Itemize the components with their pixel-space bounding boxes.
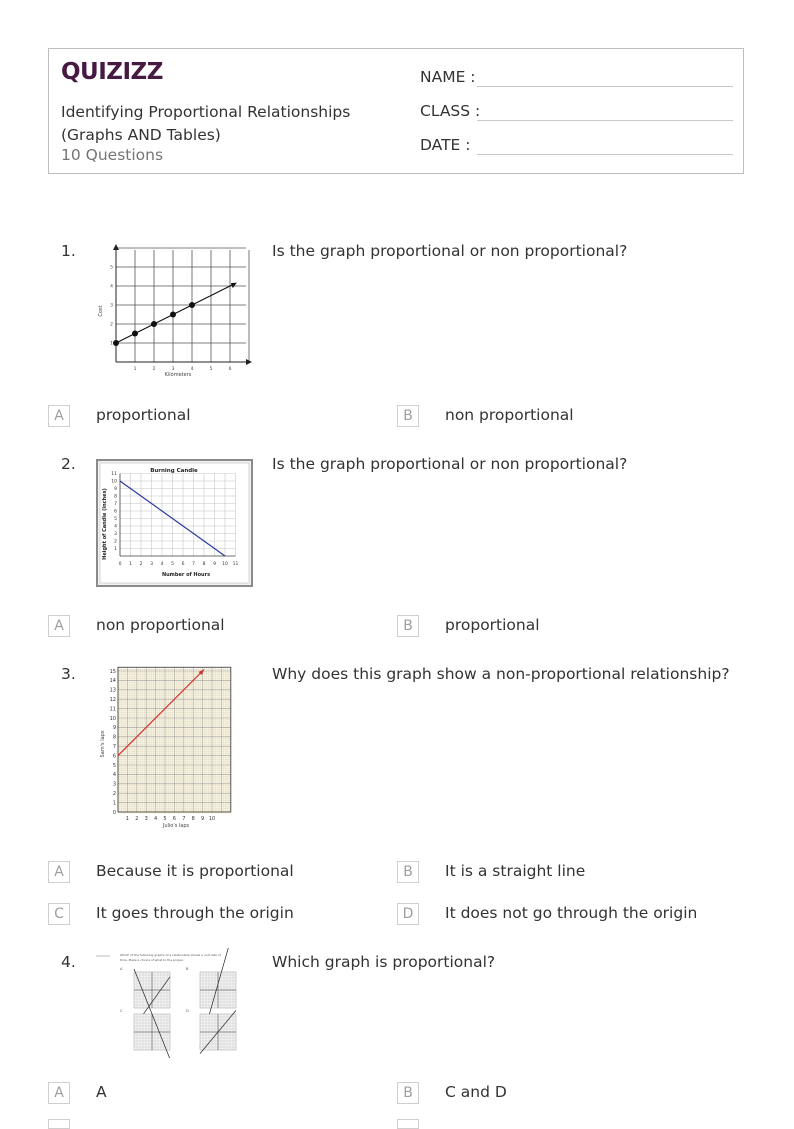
y-tick-label: 6 bbox=[114, 509, 117, 515]
y-tick-label: 8 bbox=[114, 494, 117, 500]
x-axis-label: Kilometers bbox=[164, 372, 192, 378]
x-tick-label: 10 bbox=[222, 562, 228, 567]
option-text: It is a straight line bbox=[445, 862, 586, 880]
y-axis-label: Height of Candle (inches) bbox=[102, 488, 108, 560]
option-text: proportional bbox=[445, 616, 540, 634]
question-text: Which graph is proportional? bbox=[272, 953, 496, 971]
x-tick-label: 9 bbox=[213, 562, 216, 567]
option-box-cutoff[interactable] bbox=[397, 1119, 419, 1129]
data-point bbox=[113, 340, 119, 346]
option-text: non proportional bbox=[96, 616, 225, 634]
thumbnail-prompt: time. Make a choice of what to the proper. bbox=[120, 958, 184, 962]
option-text: non proportional bbox=[445, 406, 574, 424]
x-tick-label: 1 bbox=[125, 816, 129, 822]
option-text: A bbox=[96, 1083, 107, 1101]
y-tick-label: 10 bbox=[111, 479, 117, 485]
y-tick-label: 1 bbox=[112, 800, 116, 807]
y-tick-label: 10 bbox=[109, 715, 116, 722]
option-box[interactable]: D bbox=[397, 903, 419, 925]
x-tick-label: 7 bbox=[182, 816, 186, 822]
y-tick-label: 4 bbox=[112, 772, 116, 779]
option-text: C and D bbox=[445, 1083, 507, 1101]
x-tick-label: 5 bbox=[209, 367, 213, 372]
x-tick-label: 4 bbox=[160, 562, 164, 567]
y-tick-label: 14 bbox=[109, 678, 116, 685]
y-tick-label: 12 bbox=[109, 697, 116, 703]
x-tick-label: 4 bbox=[190, 367, 194, 372]
class-field bbox=[420, 102, 480, 120]
option-box[interactable]: A bbox=[48, 615, 70, 637]
worksheet-title: Identifying Proportional Relationships (Graphs AND Tables) bbox=[61, 103, 351, 144]
panel-label: B bbox=[186, 967, 189, 971]
x-tick-label: 8 bbox=[202, 562, 206, 567]
q4-thumbnail-image bbox=[96, 948, 256, 1058]
y-axis-label: Cost bbox=[98, 305, 104, 317]
x-tick-label: 11 bbox=[232, 562, 239, 567]
question-text: Why does this graph show a non-proportional relationship? bbox=[272, 665, 730, 683]
class-label: CLASS : bbox=[420, 102, 481, 120]
panel-label: A bbox=[120, 967, 123, 971]
question-number: 2. bbox=[61, 455, 76, 473]
y-tick-label: 2 bbox=[114, 539, 117, 545]
x-tick-label: 3 bbox=[171, 367, 175, 372]
option-box[interactable]: A bbox=[48, 1082, 70, 1104]
chart-q1 bbox=[96, 240, 252, 380]
chart-title: Burning Candle bbox=[150, 468, 198, 474]
y-tick-label: 1 bbox=[114, 547, 117, 552]
y-tick-label: 2 bbox=[110, 322, 113, 328]
question-number: 4. bbox=[61, 953, 76, 971]
x-tick-label: 5 bbox=[163, 816, 167, 822]
option-box[interactable]: B bbox=[397, 405, 419, 427]
panel-label: D bbox=[186, 1009, 189, 1013]
data-point bbox=[151, 321, 157, 327]
y-axis-label: Sam's laps bbox=[100, 730, 106, 758]
y-tick-label: 5 bbox=[112, 762, 116, 769]
y-tick-label: 5 bbox=[114, 517, 117, 522]
y-tick-label: 11 bbox=[111, 472, 117, 477]
question-text: Is the graph proportional or non proportional? bbox=[272, 242, 628, 260]
y-tick-label: 7 bbox=[112, 744, 116, 750]
option-box-cutoff[interactable] bbox=[48, 1119, 70, 1129]
option-text: Because it is proportional bbox=[96, 862, 294, 880]
option-box[interactable]: B bbox=[397, 1082, 419, 1104]
x-tick-label: 6 bbox=[228, 367, 232, 372]
y-tick-label: 8 bbox=[112, 734, 116, 741]
y-tick-label: 3 bbox=[110, 303, 113, 309]
y-tick-label: 3 bbox=[114, 532, 117, 537]
question-text: Is the graph proportional or non proportional? bbox=[272, 455, 628, 473]
option-text: It does not go through the origin bbox=[445, 904, 698, 922]
data-point bbox=[132, 331, 138, 337]
chart-q2 bbox=[96, 459, 253, 587]
worksheet-header bbox=[48, 48, 744, 174]
question-number: 1. bbox=[61, 242, 76, 260]
x-tick-label: 8 bbox=[191, 816, 195, 822]
data-point bbox=[189, 302, 195, 308]
y-tick-label: 15 bbox=[109, 668, 116, 675]
x-tick-label: 1 bbox=[133, 367, 137, 372]
y-tick-label: 0 bbox=[112, 809, 116, 816]
y-tick-label: 4 bbox=[114, 524, 117, 530]
name-line[interactable] bbox=[477, 86, 733, 87]
class-line[interactable] bbox=[477, 120, 733, 121]
name-label: NAME : bbox=[420, 68, 476, 86]
y-tick-label: 3 bbox=[112, 781, 116, 788]
question-count: 10 Questions bbox=[61, 146, 164, 164]
data-point bbox=[170, 312, 176, 318]
x-tick-label: 3 bbox=[144, 816, 148, 822]
x-tick-label: 2 bbox=[152, 367, 156, 372]
thumbnail-prompt: Which of the following graphs of a relationship shows a unit rate of bbox=[120, 953, 221, 957]
option-box[interactable]: A bbox=[48, 405, 70, 427]
chart-q3 bbox=[96, 664, 246, 832]
date-field bbox=[420, 136, 470, 154]
x-tick-label: 3 bbox=[150, 562, 153, 567]
date-label: DATE : bbox=[420, 136, 471, 154]
x-tick-label: 2 bbox=[139, 562, 143, 567]
x-tick-label: 5 bbox=[171, 562, 174, 567]
x-tick-label: 6 bbox=[172, 816, 176, 822]
y-tick-label: 4 bbox=[110, 284, 113, 290]
y-tick-label: 2 bbox=[112, 791, 116, 797]
question-number: 3. bbox=[61, 665, 76, 683]
option-box[interactable]: C bbox=[48, 903, 70, 925]
x-axis-label: Julio's laps bbox=[162, 823, 190, 829]
y-tick-label: 6 bbox=[112, 753, 116, 760]
x-tick-label: 10 bbox=[208, 816, 216, 822]
x-axis-label: Number of Hours bbox=[161, 572, 211, 578]
y-tick-label: 13 bbox=[109, 687, 116, 694]
option-box[interactable]: B bbox=[397, 861, 419, 883]
option-text: proportional bbox=[96, 406, 191, 424]
x-tick-label: 1 bbox=[129, 562, 132, 567]
y-tick-label: 9 bbox=[112, 725, 116, 732]
y-tick-label: 1 bbox=[110, 341, 113, 347]
x-tick-label: 4 bbox=[154, 816, 158, 822]
option-box[interactable]: B bbox=[397, 615, 419, 637]
y-axis-arrow bbox=[113, 244, 119, 250]
panel-label: C bbox=[120, 1009, 123, 1013]
y-tick-label: 7 bbox=[114, 502, 117, 507]
date-line[interactable] bbox=[477, 154, 733, 155]
option-text: It goes through the origin bbox=[96, 904, 294, 922]
y-tick-label: 9 bbox=[114, 487, 117, 492]
y-tick-label: 11 bbox=[109, 706, 116, 713]
option-box[interactable]: A bbox=[48, 861, 70, 883]
x-tick-label: 9 bbox=[201, 816, 205, 822]
x-tick-label: 6 bbox=[181, 562, 185, 567]
x-tick-label: 2 bbox=[135, 816, 139, 822]
y-tick-label: 5 bbox=[110, 265, 113, 271]
x-tick-label: 0 bbox=[118, 562, 122, 567]
x-tick-label: 7 bbox=[192, 562, 195, 567]
quizizz-logo: QUIZIZZ bbox=[61, 59, 163, 85]
name-field bbox=[420, 68, 476, 86]
